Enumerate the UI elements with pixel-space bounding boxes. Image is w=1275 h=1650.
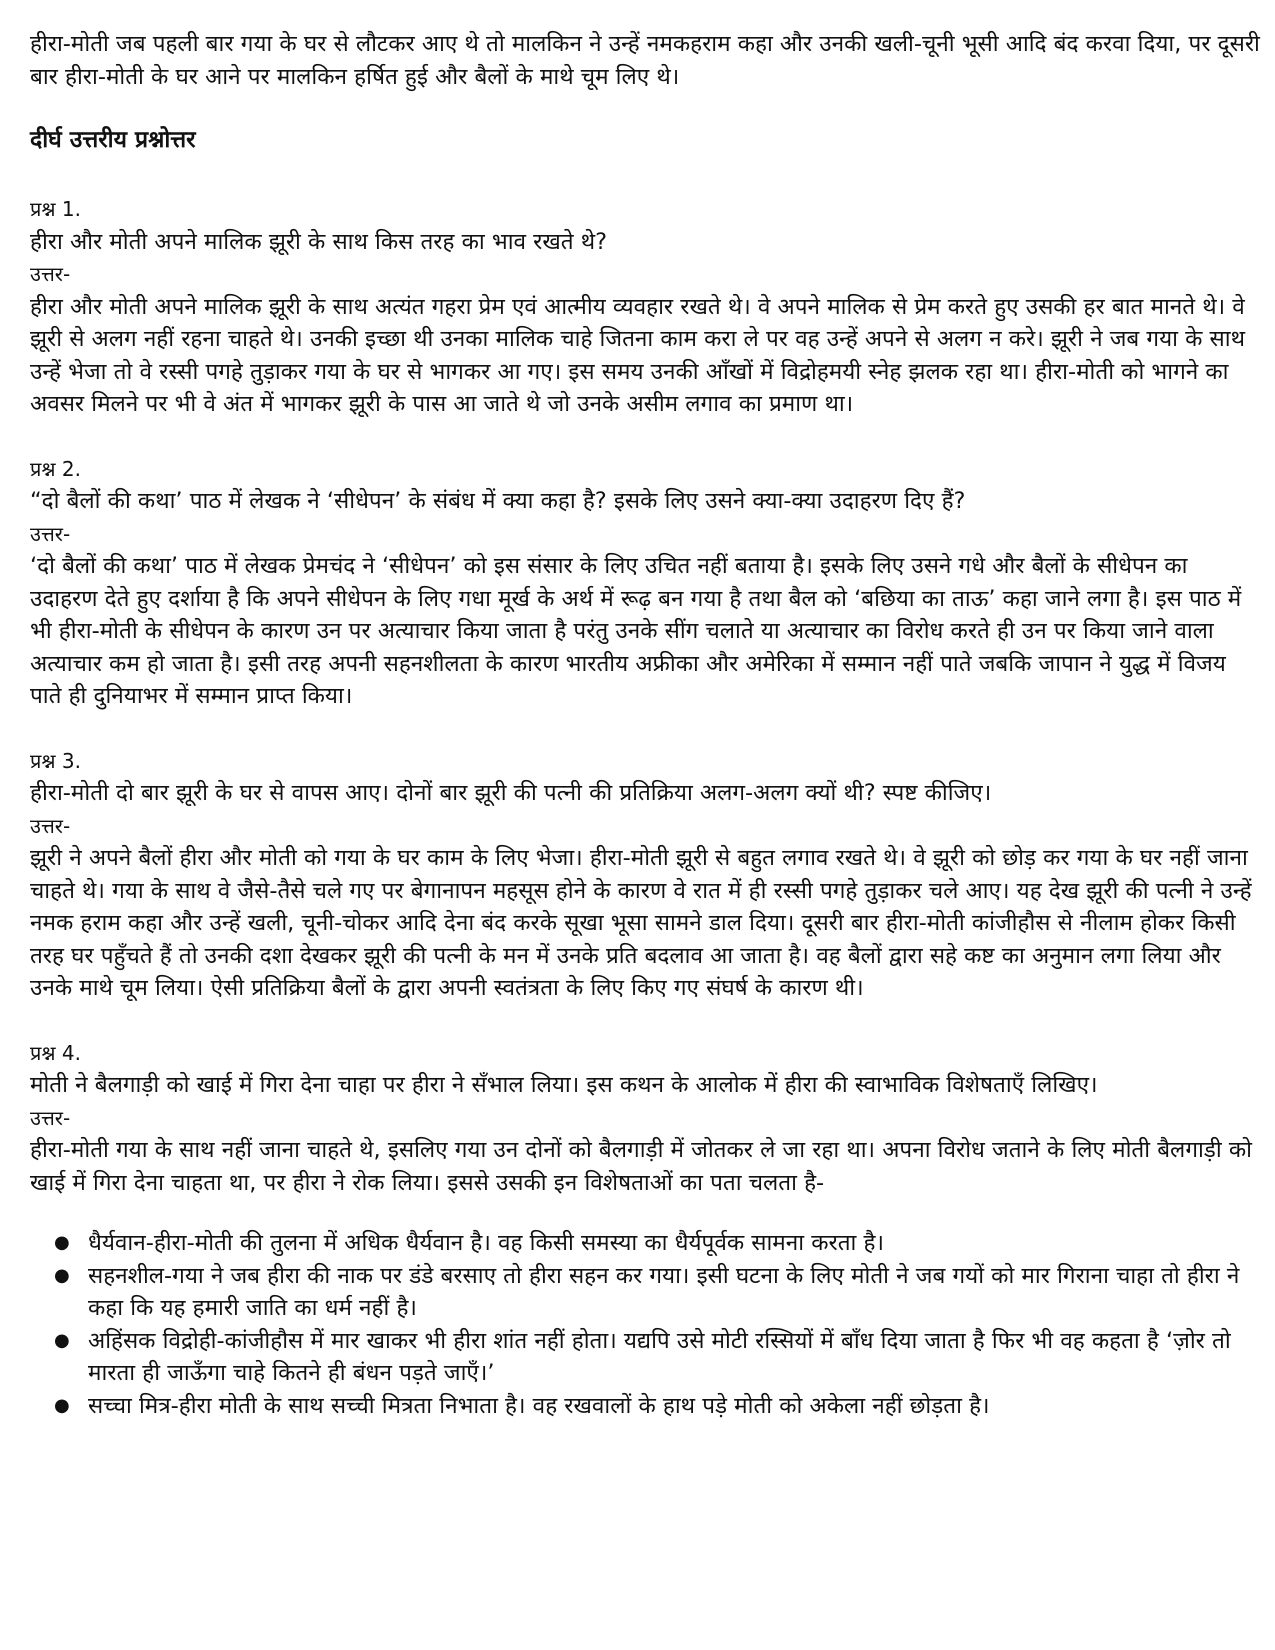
answer-text: झूरी ने अपने बैलों हीरा और मोती को गया के घर काम के लिए भेजा। हीरा-मोती झूरी से बहुत लगाव रखते थे। वे झूरी को छोड़ कर गया के घर नहीं जाना चाहते थे। गया के साथ वे जैसे-तैसे चले गए पर बेगानापन महसूस होने के कारण वे रात में ही रस्सी पगहे तुड़ाकर चले आए। यह देख झूरी की पत्नी ने उन्हें नमक हराम कहा और उन्हें खली, चूनी-चोकर आदि देना बंद करके सूखा भूसा सामने डाल दिया। दूसरी बार हीरा-मोती कांजीहौस से नीलाम होकर किसी तरह घर पहुँचते हैं तो उनकी दशा देखकर झूरी की पत्नी के मन में उनके प्रति बदलाव आ जाता है। वह बैलों द्वारा सहे कष्ट का अनुमान लगा लिया और उनके माथे चूम लिया। ऐसी प्रतिक्रिया बैलों के द्वारा अपनी स्वतंत्रता के लिए किए गए संघर्ष के कारण थी। bbox=[30, 845, 1252, 1001]
question-block-3 bbox=[30, 745, 1260, 1005]
trait-list bbox=[30, 1227, 1260, 1422]
question-number: प्रश्न 2. bbox=[30, 456, 81, 481]
question-block-4 bbox=[30, 1037, 1260, 1423]
question-text: हीरा-मोती दो बार झूरी के घर से वापस आए। दोनों बार झूरी की पत्नी की प्रतिक्रिया अलग-अलग क्यों थी? स्पष्ट कीजिए। bbox=[30, 780, 992, 806]
question-text: हीरा और मोती अपने मालिक झूरी के साथ किस तरह का भाव रखते थे? bbox=[30, 228, 608, 255]
question-block-2 bbox=[30, 453, 1260, 713]
answer-text: हीरा-मोती गया के साथ नहीं जाना चाहते थे, इसलिए गया उन दोनों को बैलगाड़ी में जोतकर ले जा रहा था। अपना विरोध जताने के लिए मोती बैलगाड़ी को खाई में गिरा देना चाहता था, पर हीरा ने रोक लिया। इससे उसकी इन विशेषताओं का पता चलता है- bbox=[30, 1137, 1252, 1196]
bullet-icon: ● bbox=[54, 1329, 70, 1351]
answer-label: उत्तर- bbox=[30, 262, 71, 286]
list-item-text: सच्चा मित्र-हीरा मोती के साथ सच्ची मित्रता निभाता है। वह रखवालों के हाथ पड़े मोती को अकेला नहीं छोड़ता है। bbox=[88, 1392, 990, 1419]
answer-label: उत्तर- bbox=[30, 1105, 71, 1130]
question-number: प्रश्न 4. bbox=[30, 1040, 81, 1065]
question-number: प्रश्न 3. bbox=[30, 748, 81, 773]
answer-label: उत्तर- bbox=[30, 521, 71, 546]
list-item bbox=[54, 1325, 1260, 1390]
question-number: प्रश्न 1. bbox=[30, 197, 81, 221]
section-title: दीर्घ उत्तरीय प्रश्नोत्तर bbox=[30, 127, 196, 153]
question-text: मोती ने बैलगाड़ी को खाई में गिरा देना चाहा पर हीरा ने सँभाल लिया। इस कथन के आलोक में हीरा की स्वाभाविक विशेषताएँ लिखिए। bbox=[30, 1072, 1098, 1098]
list-item-text: अहिंसक विद्रोही-कांजीहौस में मार खाकर भी हीरा शांत नहीं होता। यद्यपि उसे मोटी रस्सियों में बाँध दिया जाता है फिर भी वह कहता है ‘ज़ोर तो मारता ही जाऊँगा चाहे कितने ही बंधन पड़ते जाएँ।’ bbox=[88, 1327, 1231, 1386]
answer-text: ‘दो बैलों की कथा’ पाठ में लेखक प्रेमचंद ने ‘सीधेपन’ को इस संसार के लिए उचित नहीं बताया है। इसके लिए उसने गधे और बैलों के सीधेपन का उदाहरण देते हुए दर्शाया है कि अपने सीधेपन के लिए गधा मूर्ख के अर्थ में रूढ़ बन गया है तथा बैल को ‘बछिया का ताऊ’ कहा जाने लगा है। इस पाठ में भी हीरा-मोती के सीधेपन के कारण उन पर अत्याचार किया जाता है परंतु उनके सींग चलाते या अत्याचार का विरोध करते ही उन पर किया जाने वाला अत्याचार कम हो जाता है। इसी तरह अपनी सहनशीलता के कारण भारतीय अफ्रीका और अमेरिका में सम्मान नहीं पाते जबकि जापान ने युद्ध में विजय पाते ही दुनियाभर में सम्मान प्राप्त किया। bbox=[30, 553, 1242, 709]
list-item-text: सहनशील-गया ने जब हीरा की नाक पर डंडे बरसाए तो हीरा सहन कर गया। इसी घटना के लिए मोती ने जब गयों को मार गिराना चाहा तो हीरा ने कहा कि यह हमारी जाति का धर्म नहीं है। bbox=[88, 1262, 1240, 1321]
list-item bbox=[54, 1390, 1260, 1423]
answer-label: उत्तर- bbox=[30, 813, 71, 838]
answer-text: हीरा और मोती अपने मालिक झूरी के साथ अत्यंत गहरा प्रेम एवं आत्मीय व्यवहार रखते थे। वे अपने मालिक से प्रेम करते हुए उसकी हर बात मानते थे। वे झूरी से अलग नहीं रहना चाहते थे। उनकी इच्छा थी उनका मालिक चाहे जितना काम करा ले पर वह उन्हें अपने से अलग न करे। झूरी ने जब गया के साथ उन्हें भेजा तो वे रस्सी पगहे तुड़ाकर गया के घर से भागकर आ गए। इस समय उनकी आँखों में विद्रोहमयी स्नेह झलक रहा था। हीरा-मोती को भागने का अवसर मिलने पर भी वे अंत में भागकर झूरी के पास आ जाते थे जो उनके असीम लगाव का प्रमाण था। bbox=[30, 293, 1245, 417]
list-item bbox=[54, 1260, 1260, 1325]
question-text: “दो बैलों की कथा’ पाठ में लेखक ने ‘सीधेपन’ के संबंध में क्या कहा है? इसके लिए उसने क्या-क्या उदाहरण दिए हैं? bbox=[30, 488, 966, 514]
bullet-icon: ● bbox=[54, 1232, 70, 1253]
bullet-icon: ● bbox=[54, 1264, 70, 1286]
intro-paragraph: हीरा-मोती जब पहली बार गया के घर से लौटकर आए थे तो मालकिन ने उन्हें नमकहराम कहा और उनकी खली-चूनी भूसी आदि बंद करवा दिया, पर दूसरी बार हीरा-मोती के घर आने पर मालकिन हर्षित हुई और बैलों के माथे चूम लिए थे। bbox=[30, 31, 1260, 90]
list-item-text: धैर्यवान-हीरा-मोती की तुलना में अधिक धैर्यवान है। वह किसी समस्या का धैर्यपूर्वक सामना करता है। bbox=[88, 1230, 884, 1256]
list-item bbox=[54, 1227, 1260, 1260]
question-block-1 bbox=[30, 193, 1260, 421]
document-page bbox=[30, 28, 1260, 1454]
bullet-icon: ● bbox=[54, 1394, 70, 1416]
